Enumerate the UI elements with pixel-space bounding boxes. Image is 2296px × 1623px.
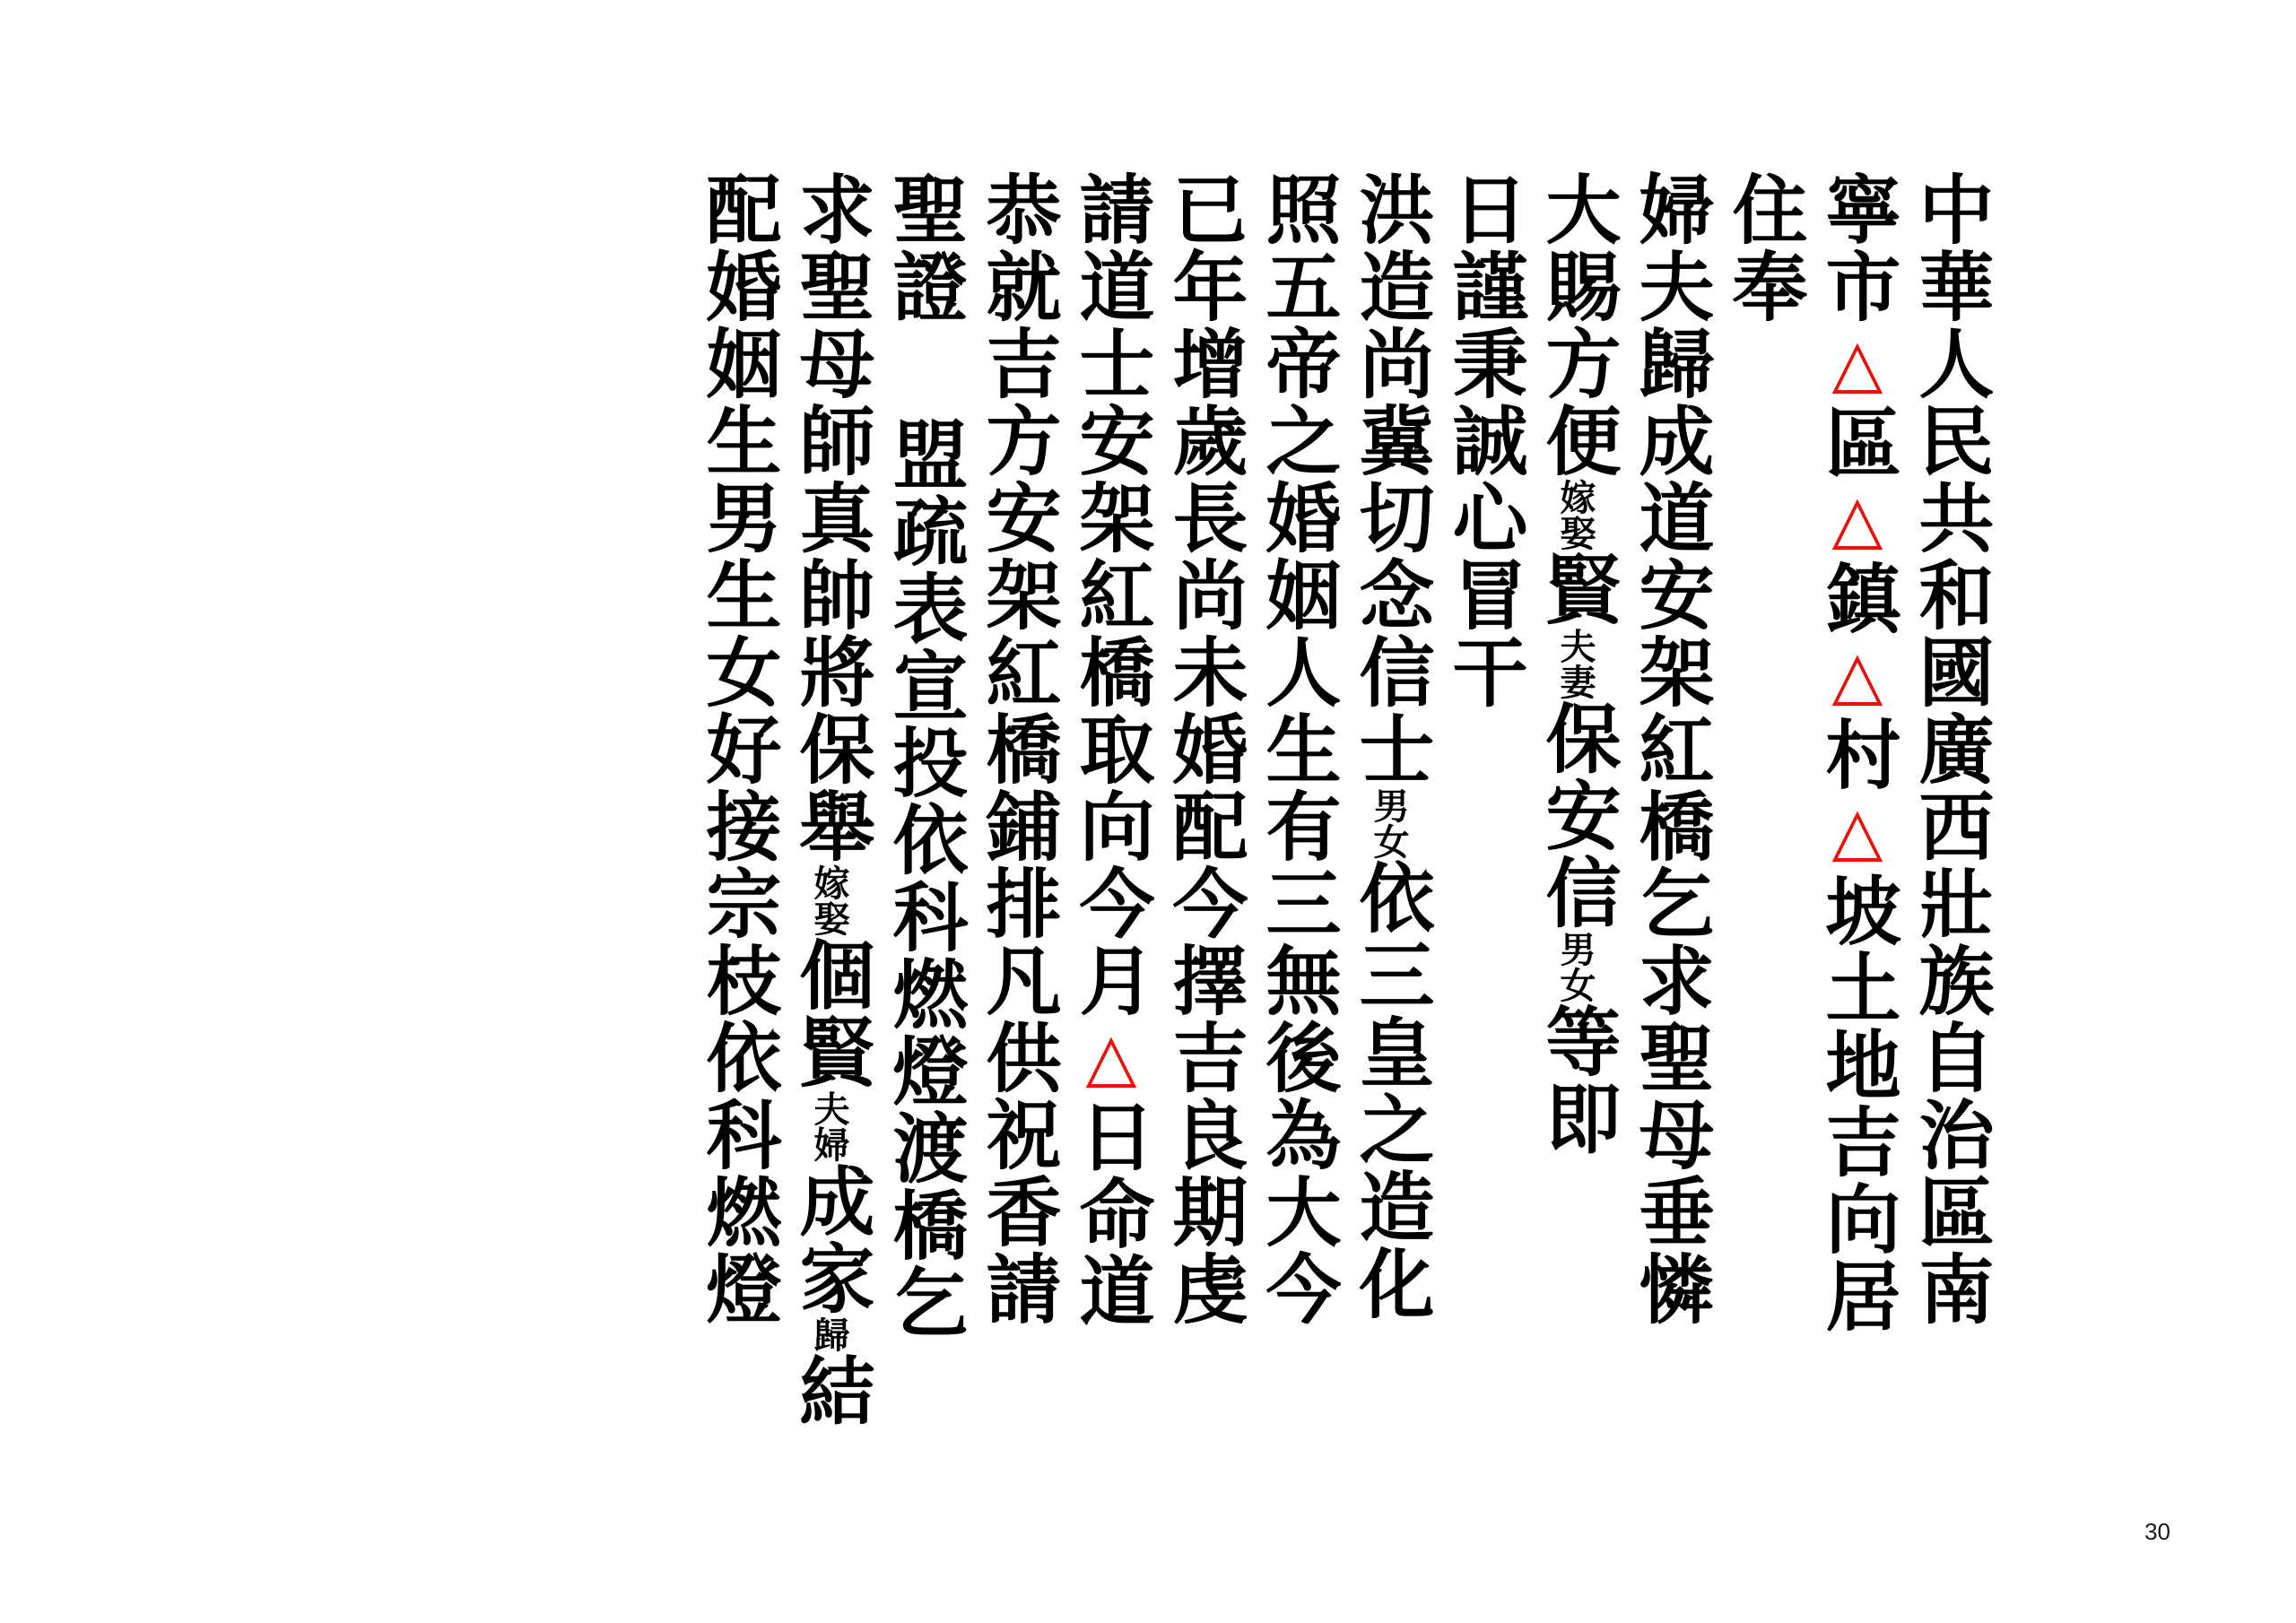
column-1-text: 中華人民共和國廣西壯族自治區南 <box>1907 170 1996 1327</box>
page-number: 30 <box>2144 1518 2170 1545</box>
text-column-3 <box>1711 170 1809 1515</box>
column-5-tail: 等即 <box>1534 1002 1622 1157</box>
column-10-postfix: 日命道 <box>1067 1098 1156 1329</box>
column-13-middle-2: 成家 <box>787 1162 876 1316</box>
text-column-4 <box>1618 170 1716 1515</box>
column-13-tail: 結 <box>787 1352 876 1429</box>
text-column-2 <box>1805 170 1902 1515</box>
text-column-8 <box>1245 170 1343 1515</box>
text-column-9 <box>1152 170 1249 1515</box>
blank-marker-triangle-icon: △ <box>1819 637 1896 716</box>
column-13-middle: 個賢 <box>787 936 876 1090</box>
column-5-annotation-1: 嫁娶 <box>1554 479 1596 551</box>
column-9-text: 已年增歲長尚未婚配今擇吉良期虔 <box>1161 170 1249 1327</box>
column-6-text: 日謹秉誠心冒干 <box>1440 170 1529 710</box>
column-10-prefix: 請道士安架紅橋取向今月 <box>1067 170 1156 1019</box>
column-5-annotation-3: 男女 <box>1554 931 1596 1002</box>
vertical-text-body <box>305 170 1996 1515</box>
text-column-10 <box>1058 170 1156 1515</box>
column-2-text: 寧市△區△鎮△村△坡土地吉向居 <box>1813 170 1902 1334</box>
column-5-prefix: 大賜方便 <box>1534 170 1622 479</box>
column-8-text: 照五帝之婚姻人生有三無後為大今 <box>1254 170 1343 1327</box>
blank-marker-triangle-icon: △ <box>1819 793 1896 872</box>
column-5-annotation-2: 夫妻 <box>1554 628 1596 699</box>
column-5-middle: 賢 <box>1534 551 1622 628</box>
column-14-text: 配婚姻生男生女好接宗枝依科燃燈 <box>694 170 783 1327</box>
text-column-7 <box>1338 170 1436 1515</box>
column-13-annotation-2: 夫婦 <box>808 1090 850 1162</box>
text-column-12 <box>872 170 970 1515</box>
column-7-prefix: 洪造尚冀切念信士 <box>1347 170 1436 787</box>
column-13-annotation-3: 歸 <box>808 1316 850 1352</box>
text-column-14 <box>685 170 783 1515</box>
column-5-postfix: 保安信 <box>1534 699 1622 931</box>
blank-marker-triangle-icon: △ <box>1819 481 1896 560</box>
text-column-11 <box>965 170 1063 1515</box>
text-column-1 <box>1898 170 1996 1515</box>
blank-marker-triangle-icon: △ <box>1073 1019 1150 1098</box>
column-13-annotation-1: 嫁娶 <box>808 864 850 936</box>
text-column-6 <box>1431 170 1529 1515</box>
blank-marker-triangle-icon: △ <box>1819 325 1896 404</box>
column-11-text: 恭就吉方安架紅橋鋪排凡供祝香請 <box>974 170 1063 1327</box>
column-7-postfix: 依三皇之造化 <box>1347 859 1436 1322</box>
column-12-text: 聖證 盟疏表宣投依科燃燈渡橋乞 <box>881 170 970 1341</box>
column-3-text: 住奉 <box>1720 170 1809 325</box>
column-7-annotation: 男女 <box>1368 787 1410 859</box>
text-column-13 <box>778 170 876 1515</box>
text-column-5 <box>1525 170 1622 1515</box>
column-13-prefix: 求聖母師真帥將保舉 <box>787 170 876 864</box>
column-4-text: 婦夫歸成道安架紅橋乞求聖母垂憐 <box>1627 170 1716 1327</box>
